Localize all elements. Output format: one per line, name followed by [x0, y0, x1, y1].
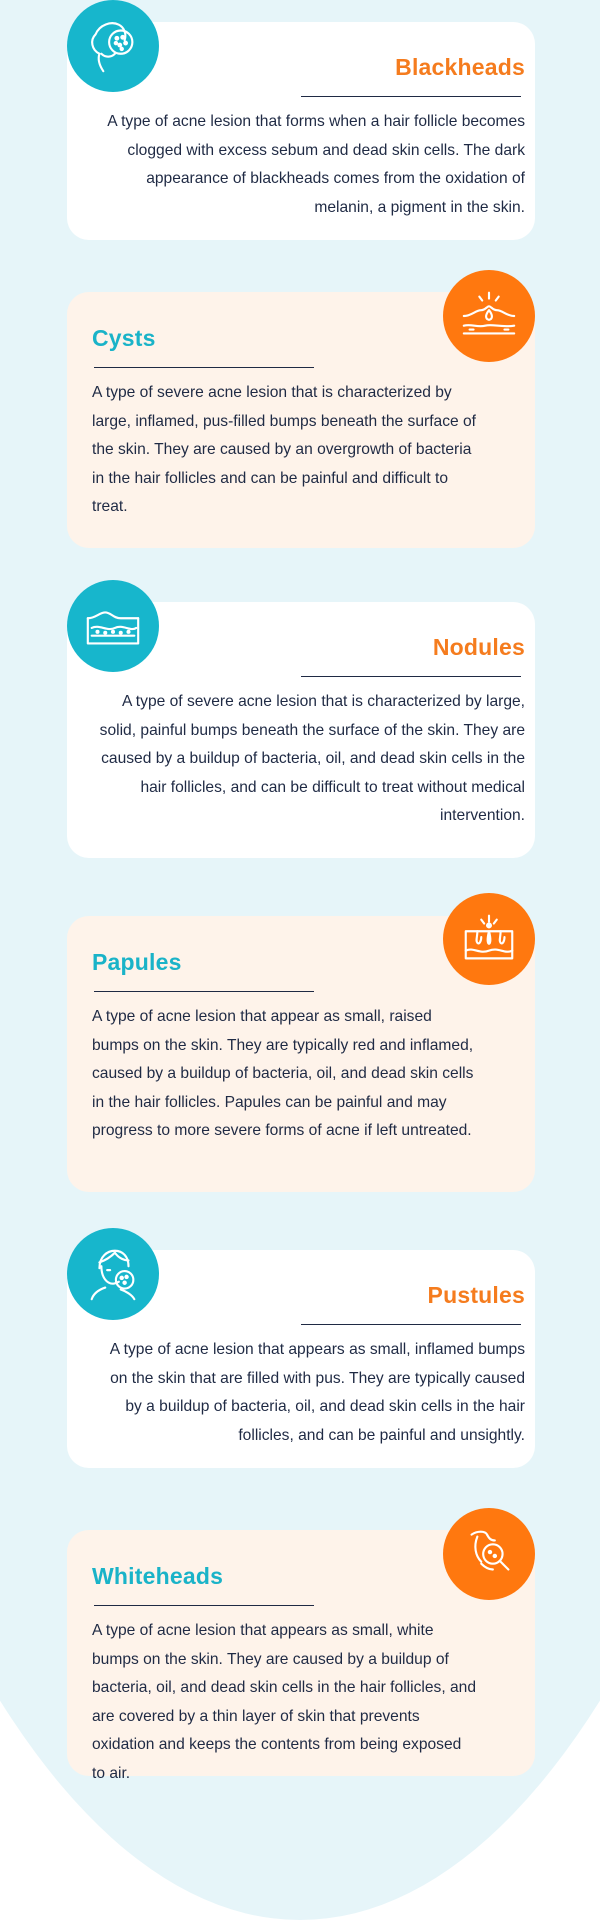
card-title: Pustules	[427, 1282, 525, 1308]
card-description: A type of severe acne lesion that is characterized by large, solid, painful bumps beneath the surface of the skin. They are caused by a buildup of bacteria, oil, and dead skin cells in the hair follicles, and can be difficult to treat without medical intervention.	[99, 693, 525, 824]
skin-layer-cyst-icon	[443, 270, 535, 362]
nose-pores-icon	[67, 0, 159, 92]
card-description: A type of acne lesion that forms when a hair follicle becomes clogged with excess sebum and dead skin cells. The dark appearance of blackheads comes from the oxidation of melanin, a pigment in the skin.	[107, 113, 525, 216]
card-title: Cysts	[92, 325, 156, 351]
face-acne-icon	[67, 1228, 159, 1320]
inflamed-skin-icon	[443, 893, 535, 985]
card-description: A type of acne lesion that appears as small, white bumps on the skin. They are caused by a buildup of bacteria, oil, and dead skin cells in the hair follicles, and are covered by a thin layer of skin that prevents oxidation and keeps the contents from being exposed to air.	[92, 1622, 476, 1782]
card-title: Nodules	[432, 634, 525, 660]
card-title: Whiteheads	[92, 1563, 224, 1589]
divider	[94, 367, 314, 368]
divider	[301, 96, 521, 97]
skin-cross-section-icon	[67, 580, 159, 672]
divider	[94, 991, 314, 992]
card-description: A type of acne lesion that appears as small, inflamed bumps on the skin that are filled with pus. They are typically caused by a buildup of bacteria, oil, and dead skin cells in the hair follicles, and can be painful and unsightly.	[109, 1341, 525, 1444]
divider	[301, 676, 521, 677]
card-description: A type of severe acne lesion that is characterized by large, inflamed, pus-filled bumps beneath the surface of the skin. They are caused by an overgrowth of bacteria in the hair follicles and can be painful and difficult to treat.	[92, 384, 477, 515]
card-description: A type of acne lesion that appear as small, raised bumps on the skin. They are typically red and inflamed, caused by a buildup of bacteria, oil, and dead skin cells in the hair follicles. Papules can be painful and may progress to more severe forms of acne if left untreated.	[92, 1008, 474, 1139]
divider	[301, 1324, 521, 1325]
face-magnifier-icon	[443, 1508, 535, 1600]
card-title: Papules	[92, 949, 182, 975]
divider	[94, 1605, 314, 1606]
card-title: Blackheads	[395, 54, 525, 80]
